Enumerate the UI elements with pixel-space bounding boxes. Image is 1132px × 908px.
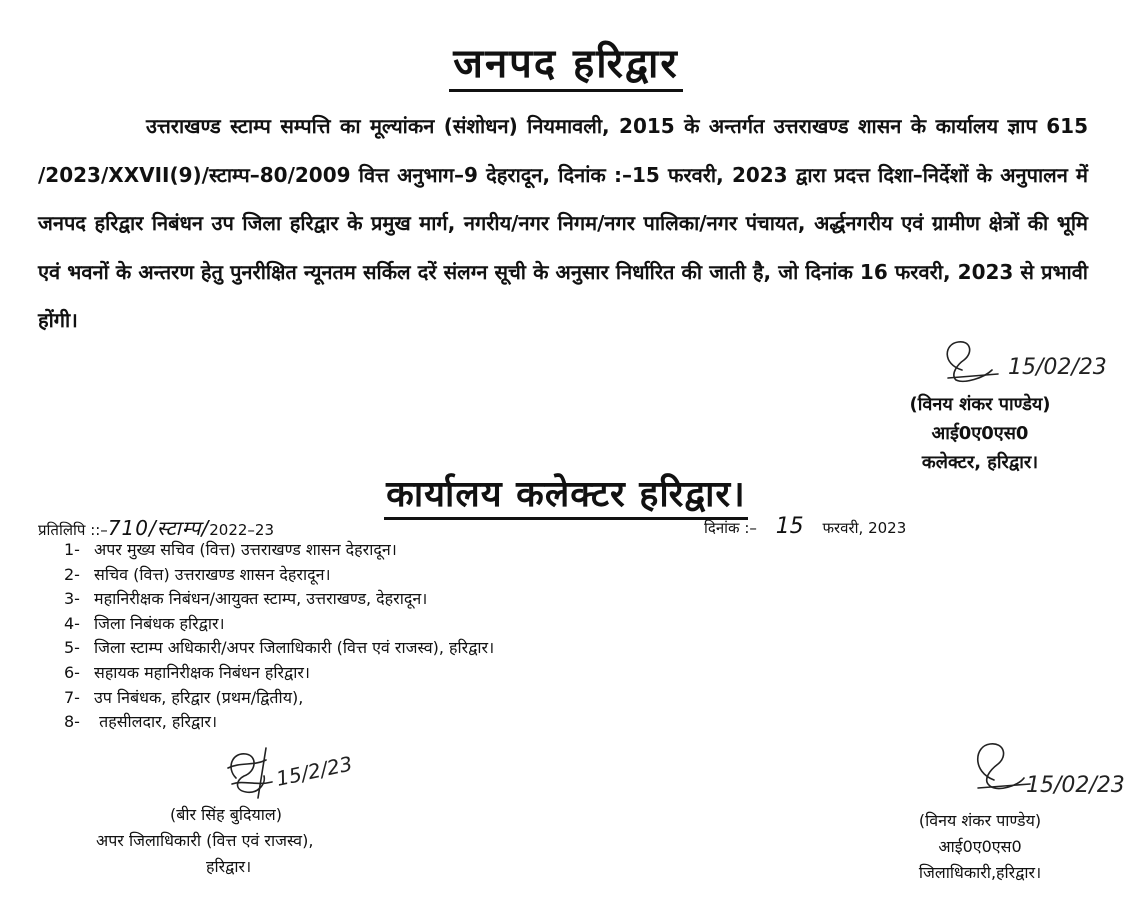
office-title bbox=[0, 468, 1132, 517]
signatory-name: (विनय शंकर पाण्डेय) bbox=[918, 811, 1042, 830]
signature-right-handwriting bbox=[960, 736, 1130, 806]
signature-top-handwriting bbox=[928, 334, 1108, 394]
copy-date bbox=[704, 514, 906, 539]
copy-date-suffix: फरवरी, 2023 bbox=[822, 519, 907, 537]
list-item: 3- महानिरीक्षक निबंधन/आयुक्त स्टाम्प, उत्तराखण्ड, देहरादून। bbox=[64, 589, 428, 609]
copy-label: प्रतिलिपि ::– bbox=[38, 521, 108, 539]
district-title bbox=[0, 34, 1132, 89]
signatory-designation: अपर जिलाधिकारी (वित्त एवं राजस्व), bbox=[96, 831, 314, 850]
signatory-designation: जिलाधिकारी,हरिद्वार। bbox=[918, 863, 1042, 882]
copy-date-day-handwritten: 15 bbox=[775, 514, 804, 539]
signature-top-block bbox=[880, 390, 1080, 477]
copy-number-handwritten: 710/स्टाम्प/ bbox=[107, 516, 210, 540]
signature-right-block bbox=[880, 808, 1080, 886]
district-title-text: जनपद हरिद्वार bbox=[449, 41, 682, 92]
signature-left-block bbox=[96, 802, 386, 880]
list-item: 6- सहायक महानिरीक्षक निबंधन हरिद्वार। bbox=[64, 662, 310, 682]
signatory-name: (विनय शंकर पाण्डेय) bbox=[909, 394, 1051, 415]
copy-reference bbox=[38, 514, 274, 541]
list-item: 1- अपर मुख्य सचिव (वित्त) उत्तराखण्ड शासन देहरादून। bbox=[64, 540, 397, 559]
signatory-place: हरिद्वार। bbox=[206, 857, 252, 876]
signatory-designation: कलेक्टर, हरिद्वार। bbox=[921, 452, 1039, 473]
signatory-service: आई0ए0एस0 bbox=[938, 837, 1022, 856]
signature-left-date: 15/2/23 bbox=[274, 751, 355, 791]
order-paragraph bbox=[38, 102, 1088, 345]
list-item: 7- उप निबंधक, हरिद्वार (प्रथम/द्वितीय), bbox=[64, 687, 304, 707]
distribution-list bbox=[64, 538, 494, 735]
signature-right-date: 15/02/23 bbox=[1026, 773, 1125, 798]
signatory-service: आई0ए0एस0 bbox=[931, 423, 1029, 444]
order-paragraph-text: उत्तराखण्ड स्टाम्प सम्पत्ति का मूल्यांकन (संशोधन) नियमावली, 2015 के अन्तर्गत उत्तराखण्ड शासन के कार्यालय ज्ञाप 615 /2023/XXVII(9)/स्टाम्प–80/2009 वित्त अनुभाग–9 देहरादून, दिनांक :–15 फरवरी, 2023 द्वारा प्रदत्त दिशा–निर्देशों के अनुपालन में जनपद हरिद्वार निबंधन उप जिला हरिद्वार के प्रमुख मार्ग, नगरीय/नगर निगम/नगर पालिका/नगर पंचायत, अर्द्धनगरीय एवं ग्रामीण क्षेत्रों की भूमि एवं भवनों के अन्तरण हेतु पुनरीक्षित न्यूनतम सर्किल दरें संलग्न सूची के अनुसार निर्धारित की जाती है, जो दिनांक 16 फरवरी, 2023 से प्रभावी होंगी। bbox=[38, 114, 1088, 332]
signatory-name: (बीर सिंह बुदियाल) bbox=[170, 805, 282, 824]
list-item: 2- सचिव (वित्त) उत्तराखण्ड शासन देहरादून। bbox=[64, 564, 331, 584]
list-item: 5- जिला स्टाम्प अधिकारी/अपर जिलाधिकारी (वित्त एवं राजस्व), हरिद्वार। bbox=[64, 638, 495, 658]
copy-year: 2022–23 bbox=[209, 521, 275, 539]
copy-date-label: दिनांक :– bbox=[704, 519, 757, 537]
list-item: 4- जिला निबंधक हरिद्वार। bbox=[64, 613, 225, 633]
signature-top-date: 15/02/23 bbox=[1008, 355, 1107, 380]
signature-left-handwriting bbox=[206, 738, 386, 808]
list-item: 8- तहसीलदार, हरिद्वार। bbox=[64, 712, 218, 732]
office-title-text: कार्यालय कलेक्टर हरिद्वार। bbox=[384, 474, 748, 520]
